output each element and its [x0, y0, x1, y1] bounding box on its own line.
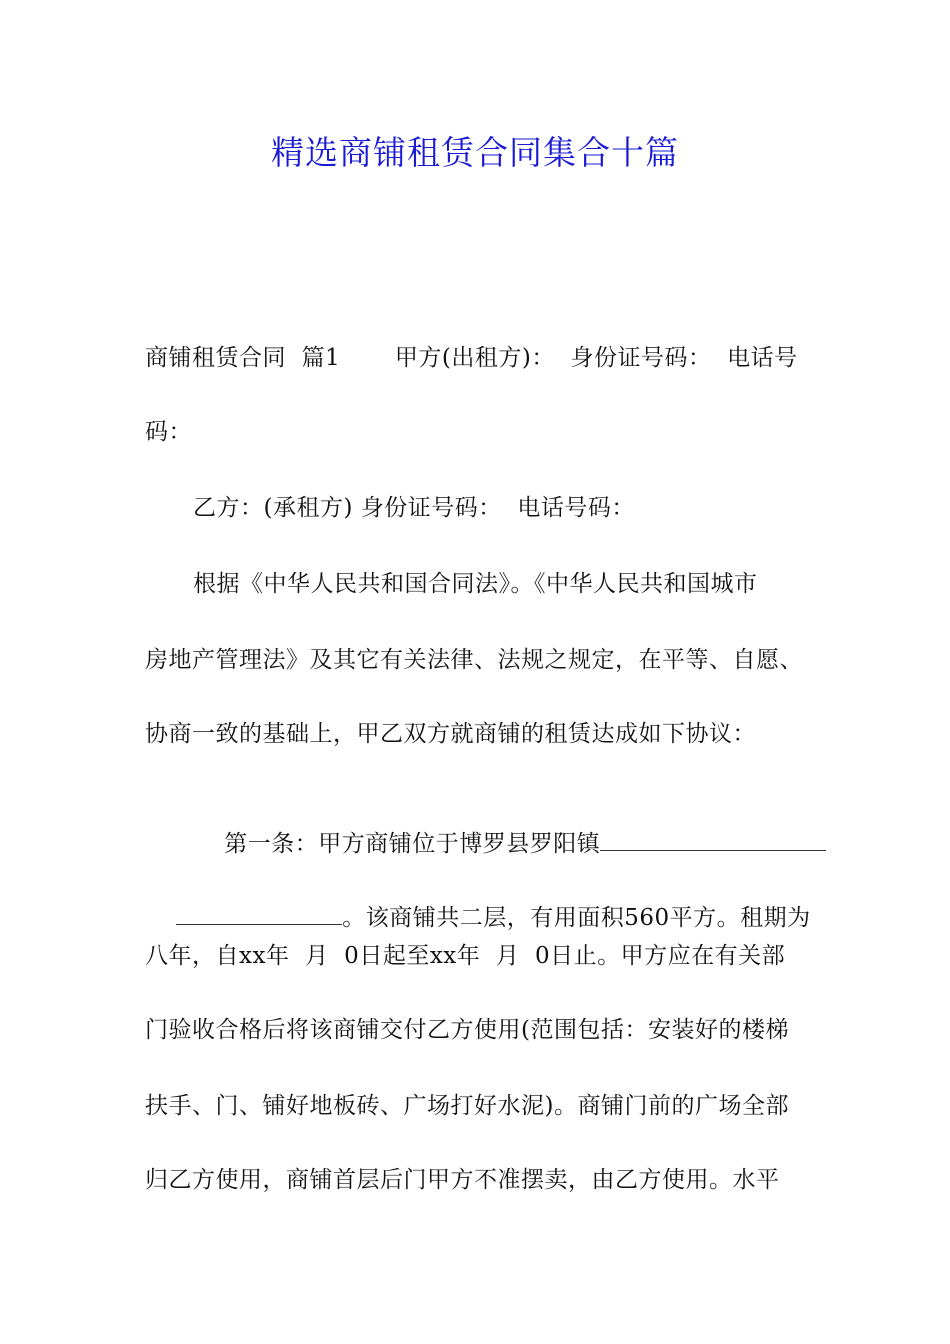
paragraph-line-6: 协商一致的基础上，甲乙双方就商铺的租赁达成如下协议：: [145, 721, 756, 747]
paragraph-line-12: 归乙方使用，商铺首层后门甲方不准摆卖，由乙方使用。水平: [145, 1167, 780, 1193]
shop-area-text: 。该商铺共二层，有用面积560平方。租期为: [342, 905, 811, 931]
paragraph-line-11: 扶手、门、铺好地板砖、广场打好水泥)。商铺门前的广场全部: [145, 1093, 789, 1119]
paragraph-line-5: 房地产管理法》及其它有关法律、法规之规定，在平等、自愿、: [145, 647, 803, 673]
paragraph-line-1: 商铺租赁合同 篇1 甲方(出租方)： 身份证号码： 电话号: [145, 345, 798, 371]
blank-address-line: [600, 828, 826, 851]
article-one-text: 第一条：甲方商铺位于博罗县罗阳镇: [224, 831, 601, 857]
blank-address-line-2: [176, 902, 342, 925]
paragraph-line-4: 根据《中华人民共和国合同法》。《中华人民共和国城市: [193, 571, 758, 597]
document-title: 精选商铺租赁合同集合十篇: [271, 133, 679, 172]
paragraph-line-10: 门验收合格后将该商铺交付乙方使用(范围包括：安装好的楼梯: [145, 1017, 789, 1043]
paragraph-line-9: 八年，自xx年 月 0日起至xx年 月 0日止。甲方应在有关部: [145, 943, 786, 969]
paragraph-line-2: 码：: [145, 419, 192, 445]
paragraph-line-3: 乙方：(承租方) 身份证号码： 电话号码：: [193, 495, 635, 521]
